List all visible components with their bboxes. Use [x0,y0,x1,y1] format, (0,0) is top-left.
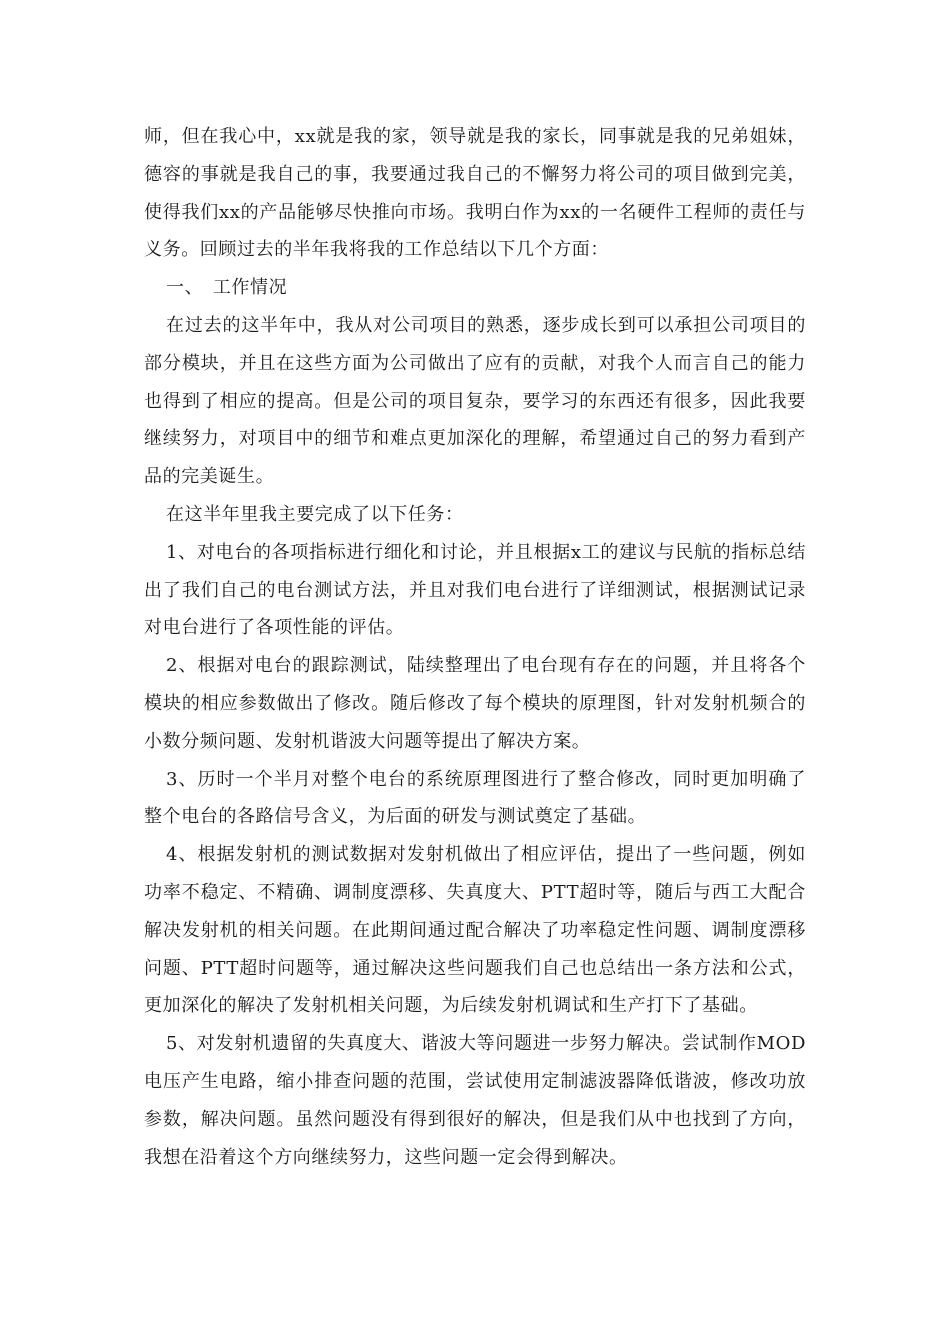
task-item-4: 4、根据发射机的测试数据对发射机做出了相应评估，提出了一些问题，例如功率不稳定、不精确、调制度漂移、失真度大、PTT超时等，随后与西工大配合解决发射机的相关问题。在此期间通过配合解决了功率稳定性问题、调制度漂移问题、PTT超时问题等，通过解决这些问题我们自己也总结出一条方法和公式，更加深化的解决了发射机相关问题，为后续发射机调试和生产打下了基础。 [144,844,806,1017]
task-item-1: 1、对电台的各项指标进行细化和讨论，并且根据x工的建议与民航的指标总结出了我们自己的电台测试方法，并且对我们电台进行了详细测试，根据测试记录对电台进行了各项性能的评估。 [144,541,806,639]
task-item-3: 3、历时一个半月对整个电台的系统原理图进行了整合修改，同时更加明确了整个电台的各路信号含义，为后面的研发与测试奠定了基础。 [144,768,806,828]
tasks-intro-paragraph: 在这半年里我主要完成了以下任务： [166,503,464,525]
task-item-2: 2、根据对电台的跟踪测试，陆续整理出了电台现有存在的问题，并且将各个模块的相应参数做出了修改。随后修改了每个模块的原理图，针对发射机频合的小数分频问题、发射机谐波大问题等提出了解决方案。 [144,655,806,752]
task-item-5: 5、对发射机遗留的失真度大、谐波大等问题进一步努力解决。尝试制作MOD电压产生电路，缩小排查问题的范围，尝试使用定制滤波器降低谐波，修改功放参数，解决问题。虽然问题没有得到很好的解决，但是我们从中也找到了方向，我想在沿着这个方向继续努力，这些问题一定会得到解决。 [144,1033,806,1168]
section-heading-work-status: 一、 工作情况 [166,277,288,299]
document-body [144,118,806,1176]
intro-paragraph: 师，但在我心中，xx就是我的家，领导就是我的家长，同事就是我的兄弟姐妹，德容的事就是我自己的事，我要通过我自己的不懈努力将公司的项目做到完美，使得我们xx的产品能够尽快推向市场。我明白作为xx的一名硬件工程师的责任与义务。回顾过去的半年我将我的工作总结以下几个方面： [144,126,806,261]
work-status-paragraph: 在过去的这半年中，我从对公司项目的熟悉，逐步成长到可以承担公司项目的部分模块，并且在这些方面为公司做出了应有的贡献，对我个人而言自己的能力也得到了相应的提高。但是公司的项目复杂，要学习的东西还有很多，因此我要继续努力，对项目中的细节和难点更加深化的理解，希望通过自己的努力看到产品的完美诞生。 [144,314,806,488]
